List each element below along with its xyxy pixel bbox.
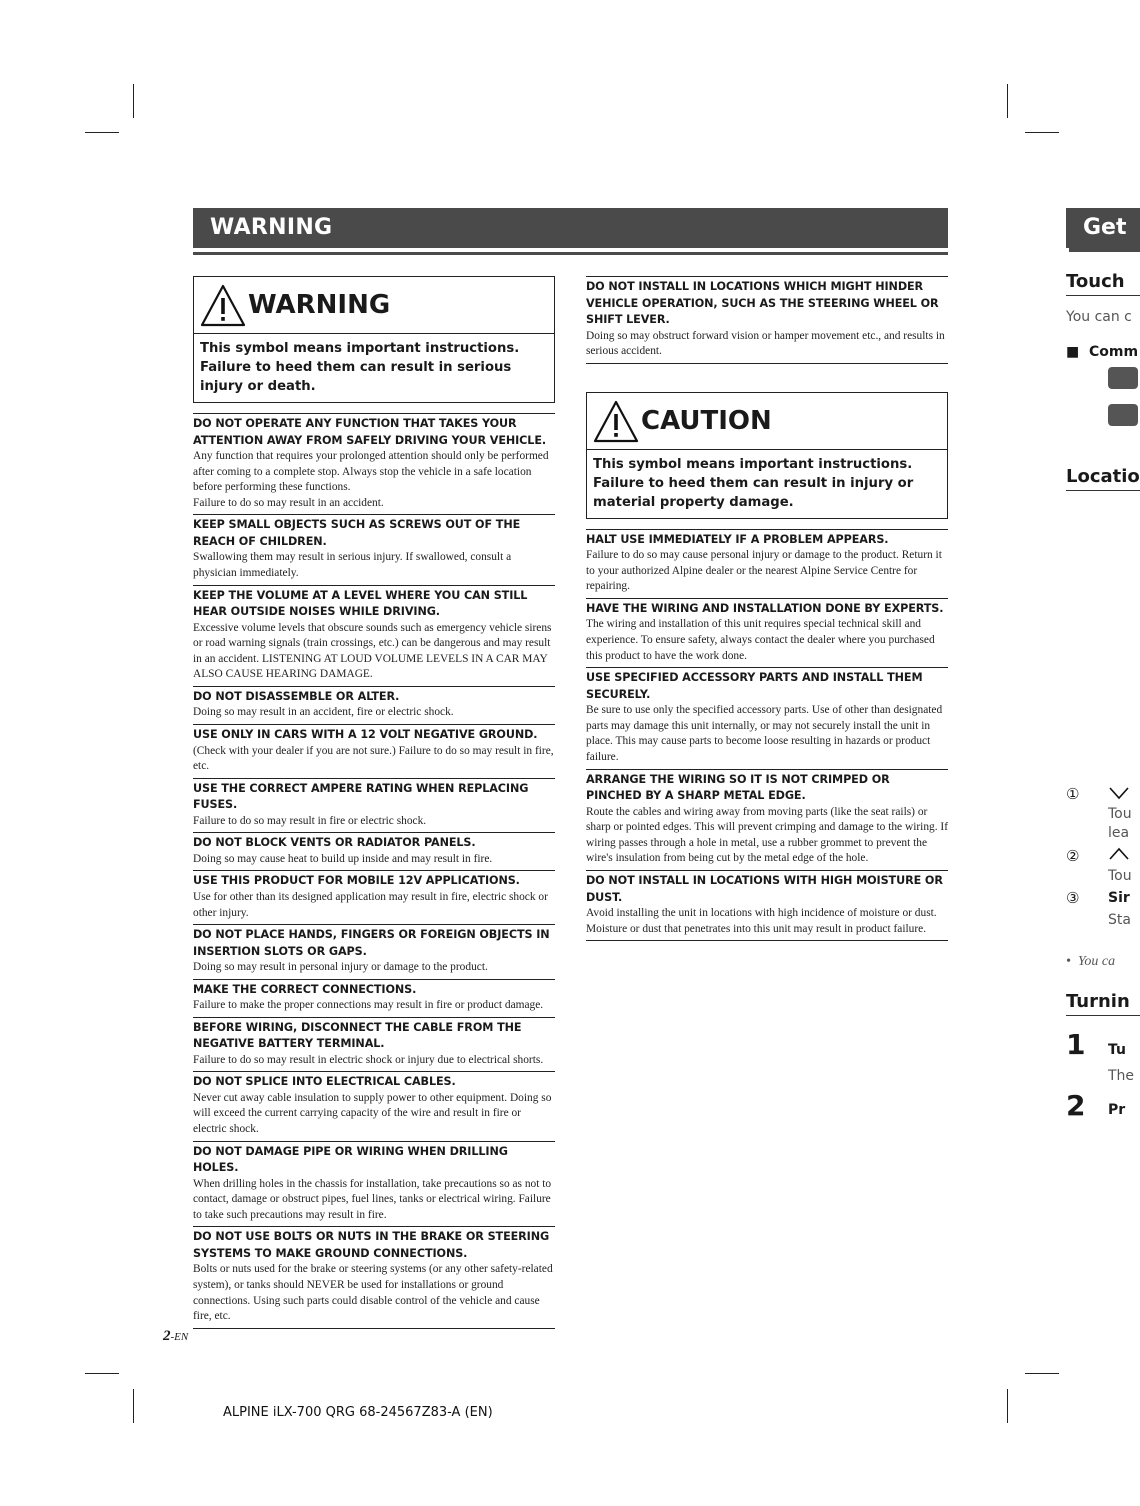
step-number-large: 1 xyxy=(1066,1028,1086,1061)
warning-item xyxy=(193,1017,555,1072)
next-page-heading: Touch xyxy=(1066,271,1140,296)
item-title: DO NOT USE BOLTS OR NUTS IN THE BRAKE OR STEERING SYSTEMS TO MAKE GROUND CONNECTIONS. xyxy=(193,1230,550,1260)
next-page-banner xyxy=(1066,208,1140,248)
item-body: Any function that requires your prolonged attention should only be performed after coming to a complete stop. Always stop the vehicle in a safe location before performing these functions. xyxy=(193,450,549,494)
item-body: Failure to do so may result in electric shock or injury due to electrical shorts. xyxy=(193,1053,544,1066)
item-body: Failure to do so may result in fire or electric shock. xyxy=(193,814,427,827)
chevron-up-icon xyxy=(1108,847,1130,861)
item-title: DO NOT SPLICE INTO ELECTRICAL CABLES. xyxy=(193,1075,456,1089)
warning-item xyxy=(193,686,555,724)
item-title: BEFORE WIRING, DISCONNECT THE CABLE FROM THE NEGATIVE BATTERY TERMINAL. xyxy=(193,1020,522,1051)
item-title: USE ONLY IN CARS WITH A 12 VOLT NEGATIVE GROUND. xyxy=(193,728,538,742)
item-body: (Check with your dealer if you are not sure.) Failure to do so may result in fire, etc. xyxy=(193,744,554,773)
warning-item xyxy=(193,1141,555,1227)
item-title: USE THIS PRODUCT FOR MOBILE 12V APPLICATIONS. xyxy=(193,874,520,888)
warning-item xyxy=(193,832,555,870)
item-title: DO NOT INSTALL IN LOCATIONS WHICH MIGHT HINDER VEHICLE OPERATION, SUCH AS THE STEERING WHEEL OR SHIFT LEVER. xyxy=(586,280,939,326)
warning-item xyxy=(193,924,555,979)
item-body: Doing so may obstruct forward vision or hamper movement etc., and results in serious accident. xyxy=(586,329,945,358)
caution-item xyxy=(586,769,948,870)
section-title: WARNING xyxy=(210,215,333,240)
document-code: ALPINE iLX-700 QRG 68-24567Z83-A (EN) xyxy=(223,1405,493,1420)
crop-mark xyxy=(1007,1389,1008,1423)
item-body: Be sure to use only the specified accessory parts. Use of other than designated parts may damage this unit internally, or may not securely install the unit in place. This may cause parts to become loose resulting in hazards or product failure. xyxy=(586,704,943,764)
caution-description: This symbol means important instructions. Failure to heed them can result in injury or material property damage. xyxy=(593,456,914,510)
item-title: DO NOT BLOCK VENTS OR RADIATOR PANELS. xyxy=(193,836,476,850)
caution-item xyxy=(586,598,948,667)
item-body: Avoid installing the unit in locations with high incidence of moisture or dust. Moisture or dust that penetrates into this unit may result in product failure. xyxy=(586,907,937,935)
caution-item xyxy=(586,667,948,768)
left-column xyxy=(193,276,555,1329)
crop-mark xyxy=(1025,132,1059,133)
step-number: ② xyxy=(1066,847,1080,865)
next-page-note: • You ca xyxy=(1066,954,1116,969)
item-body: The wiring and installation of this unit requires special technical skill and experience. To ensure safety, always contact the dealer where you purchased this product to have the work done. xyxy=(586,618,935,662)
item-title: USE THE CORRECT AMPERE RATING WHEN REPLACING FUSES. xyxy=(193,781,529,812)
next-page-text: Tu xyxy=(1108,1042,1126,1058)
warning-item xyxy=(193,724,555,778)
item-body: Swallowing them may result in serious injury. If swallowed, consult a physician immediately. xyxy=(193,551,512,579)
step-number: ③ xyxy=(1066,889,1080,907)
caution-heading: CAUTION xyxy=(641,405,772,436)
caution-triangle-icon xyxy=(593,399,639,443)
item-body: Never cut away cable insulation to supply power to other equipment. Doing so will exceed the current carrying capacity of the wire and result in fire or electric shock. xyxy=(193,1091,552,1136)
next-page-subheading: ■ Comm xyxy=(1066,344,1139,360)
warning-item xyxy=(193,1071,555,1140)
next-page-heading: Turnin xyxy=(1066,991,1140,1016)
item-body: Doing so may result in personal injury or damage to the product. xyxy=(193,961,488,974)
item-body: Excessive volume levels that obscure sounds such as emergency vehicle sirens or road warning signals (train crossings, etc.) can be dangerous and may result in an accident. LISTENING AT LOUD VOLUME LEVELS IN A CAR MAY ALSO CAUSE HEARING DAMAGE. xyxy=(193,621,552,681)
button-icon xyxy=(1108,404,1138,426)
crop-mark xyxy=(1025,1373,1059,1374)
item-body: Use for other than its designed application may result in fire, electric shock or other injury. xyxy=(193,890,548,919)
page-number xyxy=(163,1328,188,1345)
item-title: KEEP SMALL OBJECTS SUCH AS SCREWS OUT OF THE REACH OF CHILDREN. xyxy=(193,518,521,548)
item-title: DO NOT DISASSEMBLE OR ALTER. xyxy=(193,689,400,703)
next-page-preview xyxy=(1066,0,1140,1506)
next-page-text: Sta xyxy=(1108,912,1131,928)
next-page-text: You can c xyxy=(1066,309,1132,325)
warning-item xyxy=(193,979,555,1017)
item-title: DO NOT INSTALL IN LOCATIONS WITH HIGH MOISTURE OR DUST. xyxy=(586,874,943,904)
item-body: Doing so may result in an accident, fire or electric shock. xyxy=(193,706,454,719)
item-body: Doing so may cause heat to build up inside and may result in fire. xyxy=(193,852,493,865)
chevron-down-icon xyxy=(1108,786,1130,800)
item-title: USE SPECIFIED ACCESSORY PARTS AND INSTALL THEM SECURELY. xyxy=(586,671,923,701)
warning-triangle-icon xyxy=(200,283,246,327)
next-page-note-text: You ca xyxy=(1077,954,1116,969)
next-page-text: Sir xyxy=(1108,890,1130,906)
page-number-value: 2 xyxy=(163,1328,171,1344)
caution-symbol-box xyxy=(586,392,948,519)
item-body: When drilling holes in the chassis for installation, take precautions so as not to contact, damage or obstruct pipes, fuel lines, tanks or electrical wiring. Failure to take such precautions may result in fire. xyxy=(193,1177,552,1221)
warning-item xyxy=(193,1226,555,1328)
page-number-suffix: -EN xyxy=(170,1331,189,1343)
button-icon xyxy=(1108,367,1138,389)
item-body: Failure to do so may cause personal injury or damage to the product. Return it to your authorized Alpine dealer or the nearest Alpine Service Centre for repairing. xyxy=(586,549,942,593)
item-title: KEEP THE VOLUME AT A LEVEL WHERE YOU CAN STILL HEAR OUTSIDE NOISES WHILE DRIVING. xyxy=(193,588,528,619)
next-page-banner-title: Get xyxy=(1083,215,1127,240)
next-page-text: Pr xyxy=(1108,1102,1126,1118)
item-title: DO NOT DAMAGE PIPE OR WIRING WHEN DRILLING HOLES. xyxy=(193,1144,508,1175)
item-body: Route the cables and wiring away from moving parts (like the seat rails) or sharp or pointed edges. This will prevent crimping and damage to the wiring. If wiring passes through a hole in metal, use a rubber grommet to prevent the wire's insulation from being cut by the metal edge of the hole. xyxy=(586,805,948,865)
warning-item xyxy=(193,778,555,833)
next-page-text: lea xyxy=(1108,825,1130,841)
next-page-text: The xyxy=(1108,1068,1135,1084)
section-banner xyxy=(193,208,948,252)
crop-mark xyxy=(1007,84,1008,118)
next-page-heading: Locatio xyxy=(1066,466,1140,491)
crop-mark xyxy=(133,1389,134,1423)
crop-mark xyxy=(85,132,119,133)
next-page-subheading-text: Comm xyxy=(1088,344,1139,360)
item-title: ARRANGE THE WIRING SO IT IS NOT CRIMPED OR PINCHED BY A SHARP METAL EDGE. xyxy=(586,772,890,803)
caution-item xyxy=(586,870,948,941)
item-title: DO NOT OPERATE ANY FUNCTION THAT TAKES YOUR ATTENTION AWAY FROM SAFELY DRIVING YOUR VEHICLE. xyxy=(193,417,547,447)
warning-item xyxy=(193,514,555,584)
crop-mark xyxy=(85,1373,119,1374)
item-title: MAKE THE CORRECT CONNECTIONS. xyxy=(193,982,417,996)
warning-description: This symbol means important instructions. Failure to heed them can result in serious injury or death. xyxy=(200,341,520,394)
warning-item xyxy=(193,413,555,514)
warning-item xyxy=(586,276,948,364)
next-page-text: Tou xyxy=(1108,806,1132,822)
warning-heading: WARNING xyxy=(248,290,391,320)
item-body: Failure to make the proper connections may result in fire or product damage. xyxy=(193,999,544,1012)
item-body: Bolts or nuts used for the brake or steering systems (or any other safety-related system), or tanks should NEVER be used for installations or ground connections. Using such parts could disable control of the vehicle and cause fire, etc. xyxy=(193,1263,553,1323)
warning-symbol-box xyxy=(193,276,555,403)
warning-item xyxy=(193,870,555,924)
warning-item xyxy=(193,585,555,686)
step-number: ① xyxy=(1066,785,1080,803)
next-page-text: Tou xyxy=(1108,868,1132,884)
step-number-large: 2 xyxy=(1066,1089,1086,1122)
item-body: Failure to do so may result in an accident. xyxy=(193,496,384,509)
item-title: DO NOT PLACE HANDS, FINGERS OR FOREIGN OBJECTS IN INSERTION SLOTS OR GAPS. xyxy=(193,928,550,958)
right-column xyxy=(586,276,948,941)
crop-mark xyxy=(133,84,134,118)
caution-item xyxy=(586,529,948,598)
item-title: HAVE THE WIRING AND INSTALLATION DONE BY EXPERTS. xyxy=(586,601,944,615)
item-title: HALT USE IMMEDIATELY IF A PROBLEM APPEARS. xyxy=(586,532,889,546)
